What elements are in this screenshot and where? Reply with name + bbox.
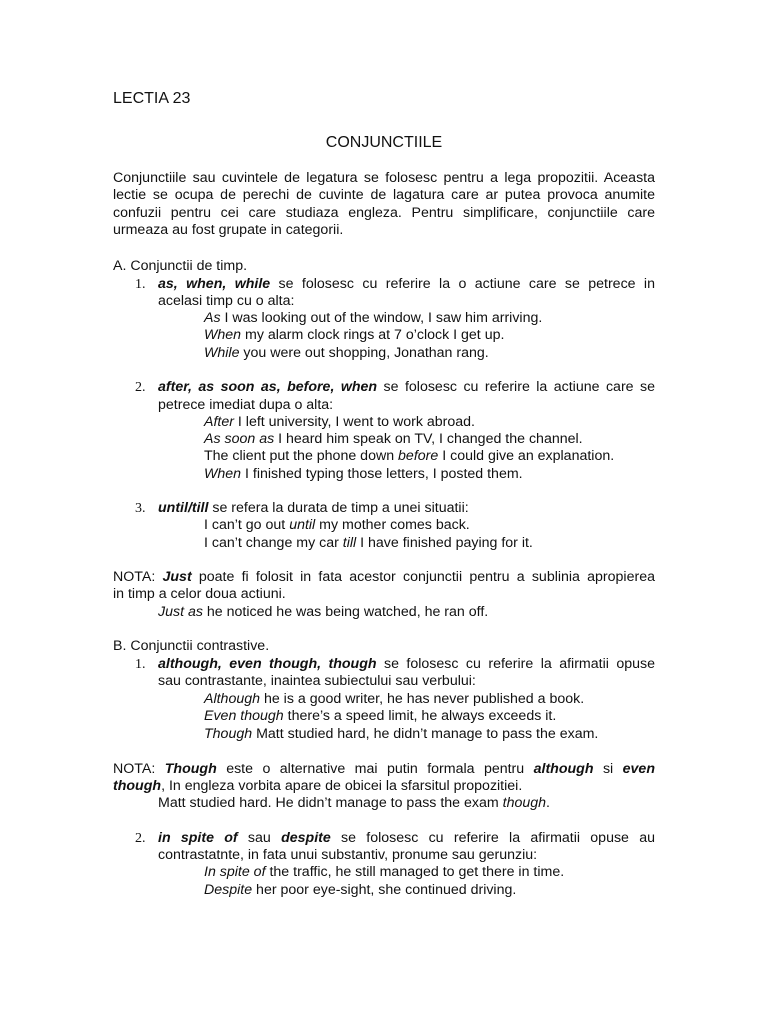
example-sentence: [204, 327, 504, 345]
nota-text: , In engleza vorbita apare de obicei la sfarsitul propozitiei.: [161, 778, 523, 794]
example-text: he is a good writer, he has never published a book.: [260, 691, 585, 707]
example-text: the traffic, he still managed to get there in time.: [265, 864, 565, 880]
example-text: her poor eye-sight, she continued driving.: [252, 882, 517, 898]
term: after, as soon as, before, when: [158, 379, 378, 395]
example-text: I could give an explanation.: [438, 448, 615, 464]
intro-paragraph: Conjunctiile sau cuvintele de legatura se folosesc pentru a lega propozitii. Aceasta lectie se ocupa de perechi de cuvinte de lagatura care ar putea provoca anumite confuzii pentru cei care studiaza engleza. Pentru simplificare, conjunctiile care urmeaza au fost grupate in categorii.: [113, 170, 655, 238]
list-item-desc-cont: sau contrastante, inaintea subiectului sau verbului:: [158, 673, 476, 689]
example-sentence: [158, 604, 488, 622]
list-number: 2.: [135, 380, 146, 395]
example-keyword: When: [204, 466, 242, 482]
example-sentence: [204, 517, 470, 535]
example-sentence: [204, 726, 598, 744]
example-sentence: [204, 882, 516, 900]
list-item-desc-cont: acelasi timp cu o alta:: [158, 293, 295, 309]
list-item-desc: [158, 830, 655, 848]
section-a-heading: A. Conjunctii de timp.: [113, 258, 248, 274]
example-keyword: As: [204, 310, 221, 326]
nota-text: poate fi folosit in fata acestor conjunctii pentru a sublinia apropierea: [191, 569, 655, 585]
example-sentence: [204, 414, 475, 432]
lesson-title: LECTIA 23: [113, 90, 191, 107]
term: as, when, while: [158, 276, 271, 292]
nota-text: este o alternative mai putin formala pentru: [216, 761, 534, 777]
term: though: [113, 778, 162, 794]
example-text: The client put the phone down: [204, 448, 399, 464]
example-keyword: After: [204, 414, 234, 430]
example-sentence: [204, 708, 556, 726]
list-item-desc: [158, 379, 655, 397]
nota-line: [113, 761, 655, 779]
example-text: there’s a speed limit, he always exceeds it.: [283, 708, 557, 724]
topic-heading: CONJUNCTIILE: [325, 134, 443, 151]
example-sentence: [158, 795, 550, 813]
desc-text: se folosesc cu referire la actiune care se: [377, 379, 655, 395]
list-number: 3.: [135, 501, 146, 516]
nota-line-cont: in timp a celor doua actiuni.: [113, 586, 286, 602]
list-item-desc: [158, 656, 655, 674]
example-keyword: While: [204, 345, 240, 361]
example-text: I finished typing those letters, I posted them.: [241, 466, 523, 482]
example-text: I was looking out of the window, I saw him arriving.: [220, 310, 543, 326]
example-sentence: [204, 535, 533, 553]
example-text: my alarm clock rings at 7 o’clock I get up.: [241, 327, 505, 343]
example-text: he noticed he was being watched, he ran off.: [202, 604, 489, 620]
example-sentence: [204, 345, 489, 363]
example-text: you were out shopping, Jonathan rang.: [239, 345, 489, 361]
example-text: I can’t go out: [204, 517, 290, 533]
example-text: Matt studied hard. He didn’t manage to pass the exam: [158, 795, 503, 811]
desc-text: se folosesc cu referire la o actiune care se petrece in: [270, 276, 655, 292]
list-item-desc: [158, 276, 655, 294]
example-text: .: [546, 795, 550, 811]
example-text: I have finished paying for it.: [356, 535, 533, 551]
list-item-desc: [158, 500, 469, 518]
nota-label: NOTA:: [113, 761, 165, 777]
example-sentence: [204, 864, 564, 882]
example-keyword: Although: [204, 691, 261, 707]
example-keyword: When: [204, 327, 242, 343]
term: although, even though, though: [158, 656, 377, 672]
example-sentence: [204, 691, 584, 709]
nota-line-cont: [113, 778, 522, 796]
example-keyword: In spite of: [204, 864, 266, 880]
example-text: I left university, I went to work abroad.: [233, 414, 475, 430]
example-sentence: [204, 448, 614, 466]
nota-line: [113, 569, 655, 587]
example-keyword: Just as: [158, 604, 203, 620]
example-keyword: till: [342, 535, 357, 551]
term: in spite of: [158, 830, 238, 846]
section-b-heading: B. Conjunctii contrastive.: [113, 638, 270, 654]
example-text: Matt studied hard, he didn’t manage to pass the exam.: [252, 726, 599, 742]
desc-text: sau: [237, 830, 282, 846]
term: although: [533, 761, 594, 777]
term: even: [622, 761, 655, 777]
example-sentence: [204, 431, 583, 449]
term: Though: [164, 761, 217, 777]
list-item-desc-cont: contrastatnte, in fata unui substantiv, pronume sau gerunziu:: [158, 847, 538, 863]
desc-text: se folosesc cu referire la afirmatii opuse au: [330, 830, 655, 846]
list-number: 1.: [135, 277, 146, 292]
example-keyword: Though: [204, 726, 253, 742]
example-keyword: Even though: [204, 708, 284, 724]
example-text: my mother comes back.: [315, 517, 470, 533]
nota-text: si: [593, 761, 623, 777]
term: despite: [281, 830, 331, 846]
example-sentence: [204, 310, 542, 328]
example-keyword: until: [289, 517, 316, 533]
list-number: 2.: [135, 831, 146, 846]
desc-text: se refera la durata de timp a unei situatii:: [208, 500, 469, 516]
example-text: I heard him speak on TV, I changed the channel.: [274, 431, 583, 447]
example-text: I can’t change my car: [204, 535, 343, 551]
example-keyword: As soon as: [204, 431, 275, 447]
example-keyword: though: [502, 795, 547, 811]
nota-label: NOTA:: [113, 569, 163, 585]
list-number: 1.: [135, 657, 146, 672]
term: until/till: [158, 500, 209, 516]
term: Just: [162, 569, 192, 585]
example-sentence: [204, 466, 523, 484]
list-item-desc-cont: petrece imediat dupa o alta:: [158, 397, 334, 413]
example-keyword: before: [398, 448, 439, 464]
desc-text: se folosesc cu referire la afirmatii opuse: [376, 656, 655, 672]
example-keyword: Despite: [204, 882, 253, 898]
